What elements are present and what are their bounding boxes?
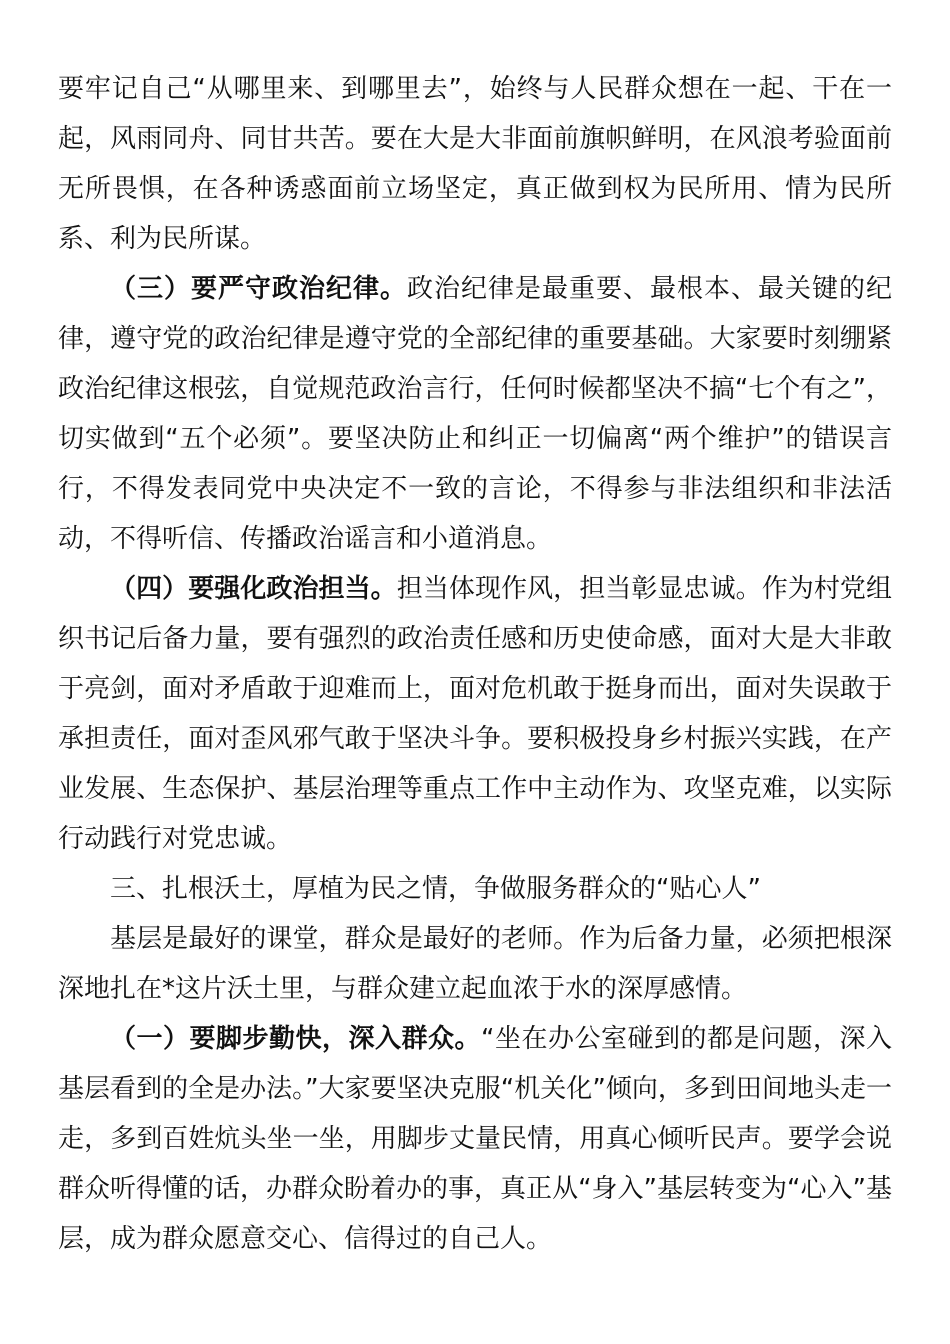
section-heading: 三、扎根沃土，厚植为民之情，争做服务群众的“贴心人” [110, 874, 761, 904]
paragraph-text: 要牢记自己“从哪里来、到哪里去”，始终与人民群众想在一起、干在一起，风雨同舟、同甘共苦。要在大是大非面前旗帜鲜明，在风浪考验面前无所畏惧，在各种诱惑面前立场坚定，真正做到权为民所用、情为民所系、利为民所谋。 [58, 74, 892, 254]
document-page [58, 64, 892, 1264]
paragraph-continuation [58, 64, 892, 264]
paragraph-lead: （一）要脚步勤快，深入群众。 [110, 1024, 482, 1054]
paragraph-section-intro [58, 914, 892, 1014]
paragraph-lead: （三）要严守政治纪律。 [110, 274, 407, 304]
paragraph-text: 政治纪律是最重要、最根本、最关键的纪律，遵守党的政治纪律是遵守党的全部纪律的重要基础。大家要时刻绷紧政治纪律这根弦，自觉规范政治言行，任何时候都坚决不搞“七个有之”，切实做到“五个必须”。要坚决防止和纠正一切偏离“两个维护”的错误言行，不得发表同党中央决定不一致的言论，不得参与非法组织和非法活动，不得听信、传播政治谣言和小道消息。 [58, 274, 892, 554]
paragraph-text: 基层是最好的课堂，群众是最好的老师。作为后备力量，必须把根深深地扎在*这片沃土里，与群众建立起血浓于水的深厚感情。 [58, 924, 892, 1004]
paragraph-lead: （四）要强化政治担当。 [110, 574, 397, 604]
paragraph-text: “坐在办公室碰到的都是问题，深入基层看到的全是办法。”大家要坚决克服“机关化”倾向，多到田间地头走一走，多到百姓炕头坐一坐，用脚步丈量民情，用真心倾听民声。要学会说群众听得懂的话，办群众盼着办的事，真正从“身入”基层转变为“心入”基层，成为群众愿意交心、信得过的自己人。 [58, 1024, 892, 1254]
paragraph-political-responsibility [58, 564, 892, 864]
paragraph-political-discipline [58, 264, 892, 564]
paragraph-text: 担当体现作风，担当彰显忠诚。作为村党组织书记后备力量，要有强烈的政治责任感和历史使命感，面对大是大非敢于亮剑，面对矛盾敢于迎难而上，面对危机敢于挺身而出，面对失误敢于承担责任，面对歪风邪气敢于坚决斗争。要积极投身乡村振兴实践，在产业发展、生态保护、基层治理等重点工作中主动作为、攻坚克难，以实际行动践行对党忠诚。 [58, 574, 892, 854]
paragraph-go-among-masses [58, 1014, 892, 1264]
